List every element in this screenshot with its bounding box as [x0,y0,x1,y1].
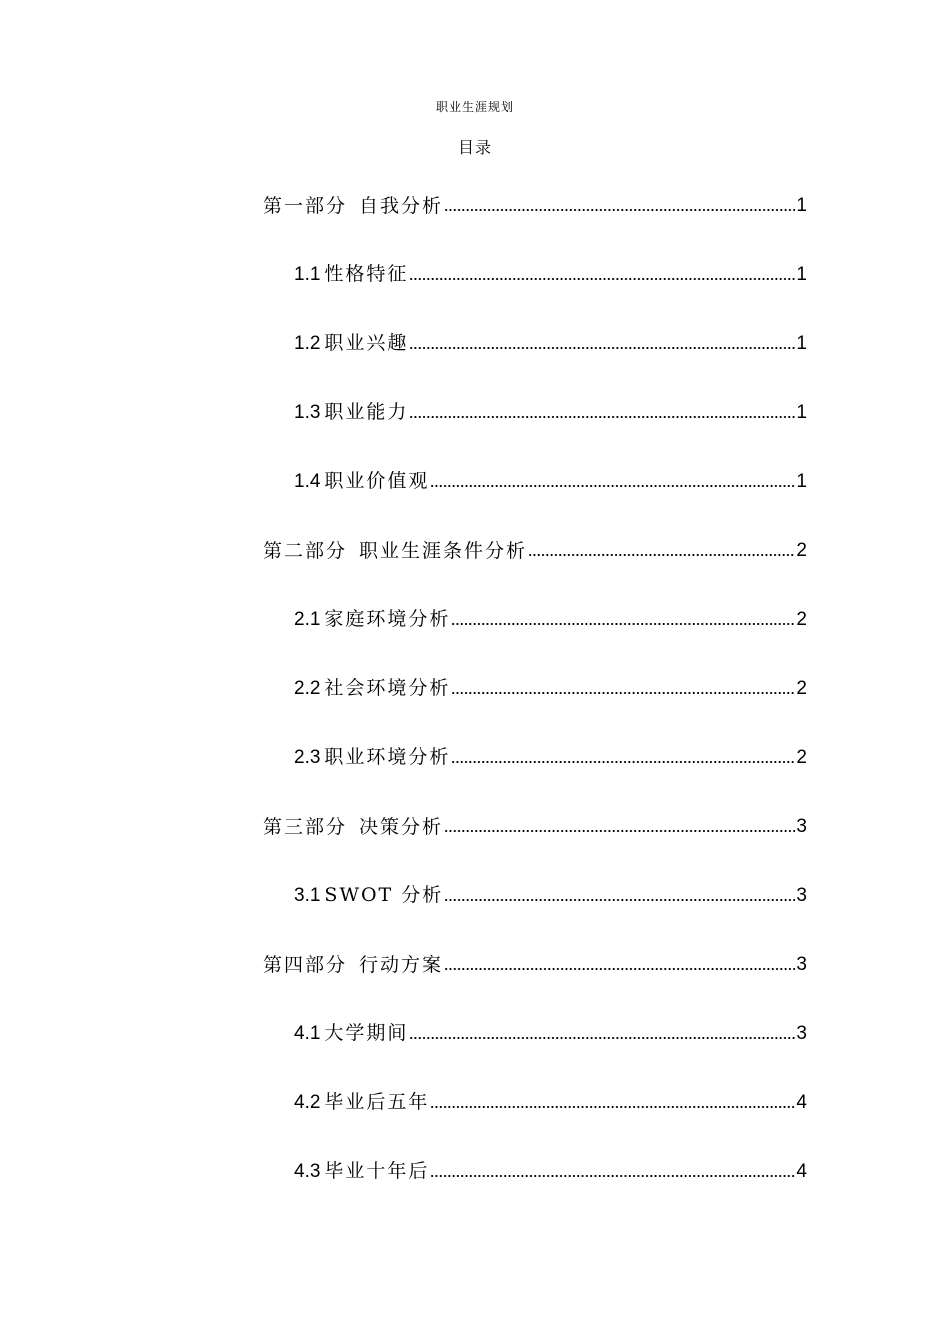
toc-section-number: 2.2 [294,678,321,699]
toc-entry-title: 性格特征 [324,263,409,285]
dot-leader [528,552,795,558]
toc-entry-label [294,469,429,494]
toc-entry-label [263,953,443,977]
toc-entry-4-1[interactable] [294,1014,807,1046]
toc-section-number: 4.1 [294,1023,321,1044]
dot-leader [409,414,795,420]
toc-page-number: 1 [796,402,807,423]
toc-page-number: 3 [796,885,807,906]
toc-section-number: 1.4 [294,471,321,492]
toc-entry-4-3[interactable] [294,1152,807,1184]
toc-section-number: 2.1 [294,609,321,630]
toc-entry-label [263,539,527,563]
toc-entry-label [294,745,450,770]
toc-page-number: 1 [796,264,807,285]
toc-entry-1-1[interactable] [294,255,807,287]
toc-section-number: 1.3 [294,402,321,423]
toc-page-number: 4 [796,1161,807,1182]
dot-leader [451,690,795,696]
toc-entry-label [294,1021,408,1046]
toc-entry-title: 家庭环境分析 [324,608,451,630]
toc-entry-1-4[interactable] [294,462,807,494]
toc-part-label: 第一部分 [263,195,348,217]
toc-entry-part-4[interactable] [263,945,807,977]
toc-entry-title: 毕业十年后 [324,1160,430,1182]
toc-entry-title: 职业生涯条件分析 [359,540,528,562]
toc-entry-label [294,676,450,701]
dot-leader [430,1173,795,1179]
toc-section-number: 4.3 [294,1161,321,1182]
dot-leader [430,1104,795,1110]
dot-leader [444,828,795,834]
toc-entry-2-3[interactable] [294,738,807,770]
dot-leader [451,621,795,627]
toc-entry-title: 行动方案 [359,954,444,976]
toc-entry-title: 毕业后五年 [324,1091,430,1113]
toc-entry-part-1[interactable] [263,186,807,218]
toc-section-number: 1.1 [294,264,321,285]
dot-leader [444,207,795,213]
toc-page-number: 2 [796,540,807,561]
toc-entry-title: 决策分析 [359,816,444,838]
toc-page-number: 3 [796,954,807,975]
toc-entry-title: 职业环境分析 [324,746,451,768]
toc-entry-label [294,1090,429,1115]
toc-entry-2-1[interactable] [294,600,807,632]
toc-entry-label [294,1159,429,1184]
dot-leader [409,276,795,282]
toc-entry-title: 大学期间 [324,1022,409,1044]
dot-leader [444,966,795,972]
toc-page-number: 2 [796,747,807,768]
toc-part-label: 第三部分 [263,816,348,838]
toc-page-number: 3 [796,1023,807,1044]
toc-page-number: 2 [796,678,807,699]
toc-part-label: 第二部分 [263,540,348,562]
toc-entry-title: 职业价值观 [324,470,430,492]
document-header-title: 职业生涯规划 [435,100,514,114]
dot-leader [444,897,795,903]
toc-entry-label [294,400,408,425]
toc-entry-2-2[interactable] [294,669,807,701]
toc-entry-part-3[interactable] [263,807,807,839]
toc-entry-label [294,262,408,287]
toc-entry-title: 自我分析 [359,195,444,217]
toc-page-number: 2 [796,609,807,630]
dot-leader [430,483,795,489]
toc-entry-label [294,883,443,908]
toc-part-label: 第四部分 [263,954,348,976]
toc-title: 目录 [457,138,492,157]
toc-entry-title: 职业兴趣 [324,332,409,354]
toc-entry-label [263,194,443,218]
toc-entry-label [263,815,443,839]
dot-leader [409,345,795,351]
dot-leader [409,1035,795,1041]
toc-page-number: 1 [796,471,807,492]
toc-section-number: 2.3 [294,747,321,768]
toc-page-number: 4 [796,1092,807,1113]
toc-entry-1-2[interactable] [294,324,807,356]
dot-leader [451,759,795,765]
toc-section-number: 4.2 [294,1092,321,1113]
toc-page-number: 1 [796,195,807,216]
toc-page-number: 1 [796,333,807,354]
toc-entry-part-2[interactable] [263,531,807,563]
toc-entry-title: 社会环境分析 [324,677,451,699]
toc-entry-4-2[interactable] [294,1083,807,1115]
toc-entry-1-3[interactable] [294,393,807,425]
toc-entry-3-1[interactable] [294,876,807,908]
toc-entry-label [294,331,408,356]
toc-page-number: 3 [796,816,807,837]
toc-section-number: 3.1 [294,885,321,906]
toc-section-number: 1.2 [294,333,321,354]
toc-entry-label [294,607,450,632]
toc-entry-title: SWOT 分析 [324,884,444,906]
toc-entry-title: 职业能力 [324,401,409,423]
